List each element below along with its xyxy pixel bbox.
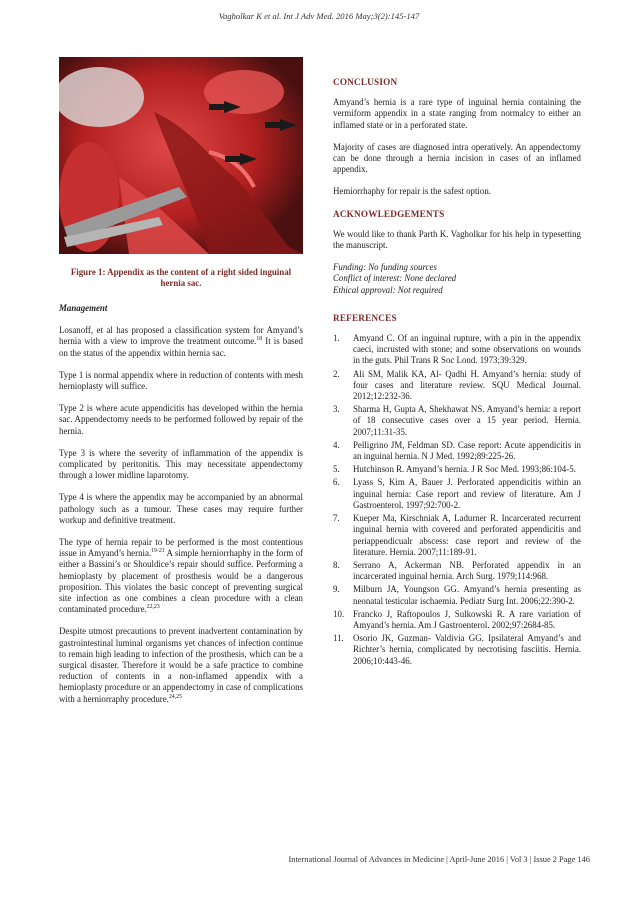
figure-caption: Figure 1: Appendix as the content of a right sided inguinal hernia sac. — [70, 267, 292, 288]
acknowledgements-text: We would like to thank Parth K. Vagholkar for his help in typesetting the manuscript. — [333, 228, 581, 251]
funding-statement: Funding: No funding sources — [333, 262, 437, 273]
reference-item: 3. Sharma H, Gupta A, Shekhawat NS. Amyand’s hernia: a report of 18 consecutive cases over a 15 year period. Hernia. 2007;11:31-35. — [333, 404, 581, 437]
references-heading: REFERENCES — [333, 312, 397, 323]
reference-list — [333, 333, 581, 667]
management-paragraph: Type 1 is normal appendix where in reduction of contents with mesh hernioplasty will suffice. — [59, 369, 303, 392]
management-paragraph: Type 4 is where the appendix may be accompanied by an abnormal pathology such as a tumour. These cases may require further workup and definitive treatment. — [59, 492, 303, 525]
management-paragraph: Type 2 is where acute appendicitis has developed within the hernia sac. Appendectomy needs to be performed followed by repair of the hernia. — [59, 403, 303, 436]
management-paragraph: Type 3 is where the severity of inflammation of the appendix is complicated by peritonitis. This may necessitate appendectomy through a lower midline laparotomy. — [59, 447, 303, 481]
declarations — [333, 262, 581, 296]
reference-item: 7. Kueper Ma, Kirschniak A, Ladurner R. Incarcerated recurrent inguinal hernia with covered and perforated appendicitis and periappendicualr abscess: case report and review of the literature. Hernia. 2007;11:189-91. — [333, 513, 581, 557]
reference-item: 11. Osorio JK, Guzman- Valdivia GG. Ipsilateral Amyand’s and Richter’s hernia, complicated by necrotising fasciitis. Hernia. 2006;10:443-46. — [333, 633, 581, 666]
management-paragraph: The type of hernia repair to be performed is the most contentious issue in Amyand’s hernia.$^{19-21}$ A simple herniorrhaphy in the form of either a Bassini’s or Shouldice’s repair should suffice. Performing a hemioplasty by placement of prosthesis would be a dangerous proposition. This violates the basic concept of preventing surgical site infection as one combines a clean procedure with a clean contaminated procedure.$^{22,23}$ — [59, 537, 303, 615]
reference-item: 6. Lyass S, Kim A, Bauer J. Perforated appendicitis within an inguinal hernia: Case report and review of literature. Am J Gastroenterol. 1997;92:700-2. — [333, 477, 581, 510]
right-column — [333, 77, 581, 669]
management-heading: Management — [59, 303, 108, 313]
reference-item: 1. Amyand C. Of an inguinal rupture, with a pin in the appendix caeci, incrusted with stone; and some observations on wounds in the guts. Phil Trans R Soc Lond. 1973;39:329. — [333, 333, 581, 366]
conclusion-heading: CONCLUSION — [333, 77, 398, 87]
reference-item: 9. Milburn JA, Youngson GG. Amyand’s hernia presenting as neonatal testicular ischaemia. Pediatr Surg Int. 2006;22:390-2. — [333, 584, 581, 606]
left-column — [59, 57, 303, 716]
reference-item: 10. Francko J, Raftopoulos J, Sulkowski R. A rare variation of Amyand’s hernia. Am J Gastroenterol. 2002;97:2684-85. — [333, 608, 581, 630]
acknowledgements-heading: ACKNOWLEDGEMENTS — [333, 208, 445, 219]
reference-item: 4. Pelligrino JM, Feldman SD. Case report: Acute appendicitis in an inguinal hernia. N J Med. 1992;89:225-26. — [333, 439, 581, 462]
reference-item: 5. Hutchinson R. Amyand’s hernia. J R Soc Med. 1993;86:104-5. — [333, 464, 576, 475]
ethical-statement: Ethical approval: Not required — [333, 284, 443, 295]
management-paragraph: Losanoff, et al has proposed a classification system for Amyand’s hernia with a view to improve the treatment outcome.$^{18}$ It is based on the status of the appendix within hernia sac. — [59, 325, 303, 358]
management-paragraph: Despite utmost precautions to prevent inadvertent contamination by gastrointestinal luminal organisms yet chances of infection continue to remain high leading to infection of the prosthesis, which can be a surgical disaster. Therefore it would be a safe practice to combine reduction of contents in a non-inflamed appendix with a hemioplasty procedure or an appendectomy in case of complications with a herniorraphy procedure.$^{24,25}$ — [59, 626, 303, 704]
conclusion-paragraph: Amyand’s hernia is a rare type of inguinal hernia containing the vermiform appendix in a state ranging from normalcy to either an inflamed state or in a perforated state. — [333, 97, 581, 130]
surgical-photo-image — [59, 57, 303, 254]
figure-1-photo — [59, 57, 303, 254]
running-header: Vagholkar K et al. Int J Adv Med. 2016 May;3(2):145-147 — [218, 11, 420, 21]
reference-item: 8. Serrano A, Ackerman NB. Perforated appendix in an incarcerated inguinal hernia. Arch Surg. 1979;114:968. — [333, 559, 581, 582]
page-footer: International Journal of Advances in Medicine | April-June 2016 | Vol 3 | Issue 2 Page 146 — [288, 855, 590, 864]
reference-item: 2. Ali SM, Malik KA, Al- Qadhi H. Amyand’s hernia: study of four cases and literature review. SQU Medical Journal. 2012;12:232-36. — [333, 368, 581, 402]
conclusion-paragraph: Hemiorrhaphy for repair is the safest option. — [333, 186, 491, 197]
conflict-statement: Conflict of interest: None declared — [333, 273, 457, 284]
conclusion-paragraph: Majority of cases are diagnosed intra operatively. An appendectomy can be done through a hernia incision in cases of an inflamed appendix. — [333, 141, 581, 175]
